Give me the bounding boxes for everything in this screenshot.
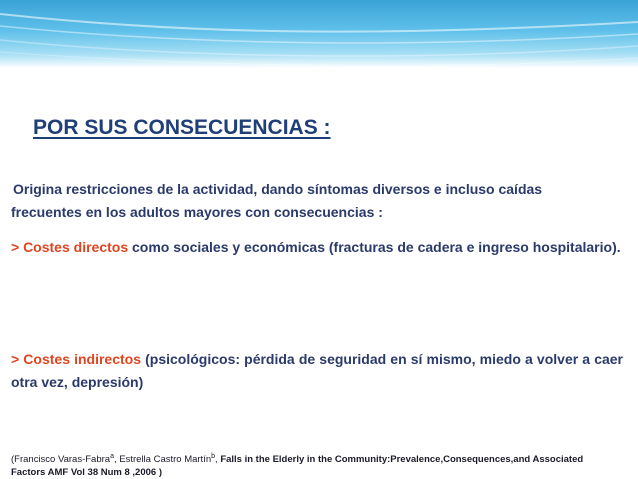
direct-costs-paragraph [11, 236, 623, 259]
indirect-costs-text: (psicológicos: pérdida de seguridad en sí mismo, miedo a volver a caer otra vez, depresión) [11, 351, 624, 390]
intro-line-1: Origina restricciones de la actividad, dando síntomas diversos e incluso caídas [13, 181, 543, 197]
intro-paragraph [11, 178, 623, 224]
reference-title: Falls in the Elderly in the Community:Prevalence,Consequences,and Associated [220, 454, 584, 466]
intro-line-2: frecuentes en los adultos mayores con consecuencias : [11, 204, 383, 220]
header-banner [0, 0, 638, 68]
indirect-costs-paragraph [11, 348, 623, 394]
reference-sup-b: b [211, 453, 216, 460]
reference-line-1 [11, 450, 626, 466]
reference-author-1: (Francisco Varas-Fabra [11, 454, 111, 466]
reference-citation [11, 450, 626, 479]
direct-costs-text: como sociales y económicas (fracturas de cadera e ingreso hospitalario). [132, 239, 621, 255]
slide-title: POR SUS CONSECUENCIAS : [33, 116, 331, 139]
reference-journal: Factors AMF Vol 38 Num 8 ,2006 ) [11, 467, 162, 479]
banner-wave-decoration [0, 0, 638, 68]
reference-author-2: , Estrella Castro Martín [113, 454, 212, 466]
direct-costs-label: > Costes directos [11, 239, 129, 255]
reference-sup-a: a [110, 453, 114, 460]
reference-separator: , [215, 454, 221, 466]
indirect-costs-label: > Costes indirectos [11, 351, 141, 367]
